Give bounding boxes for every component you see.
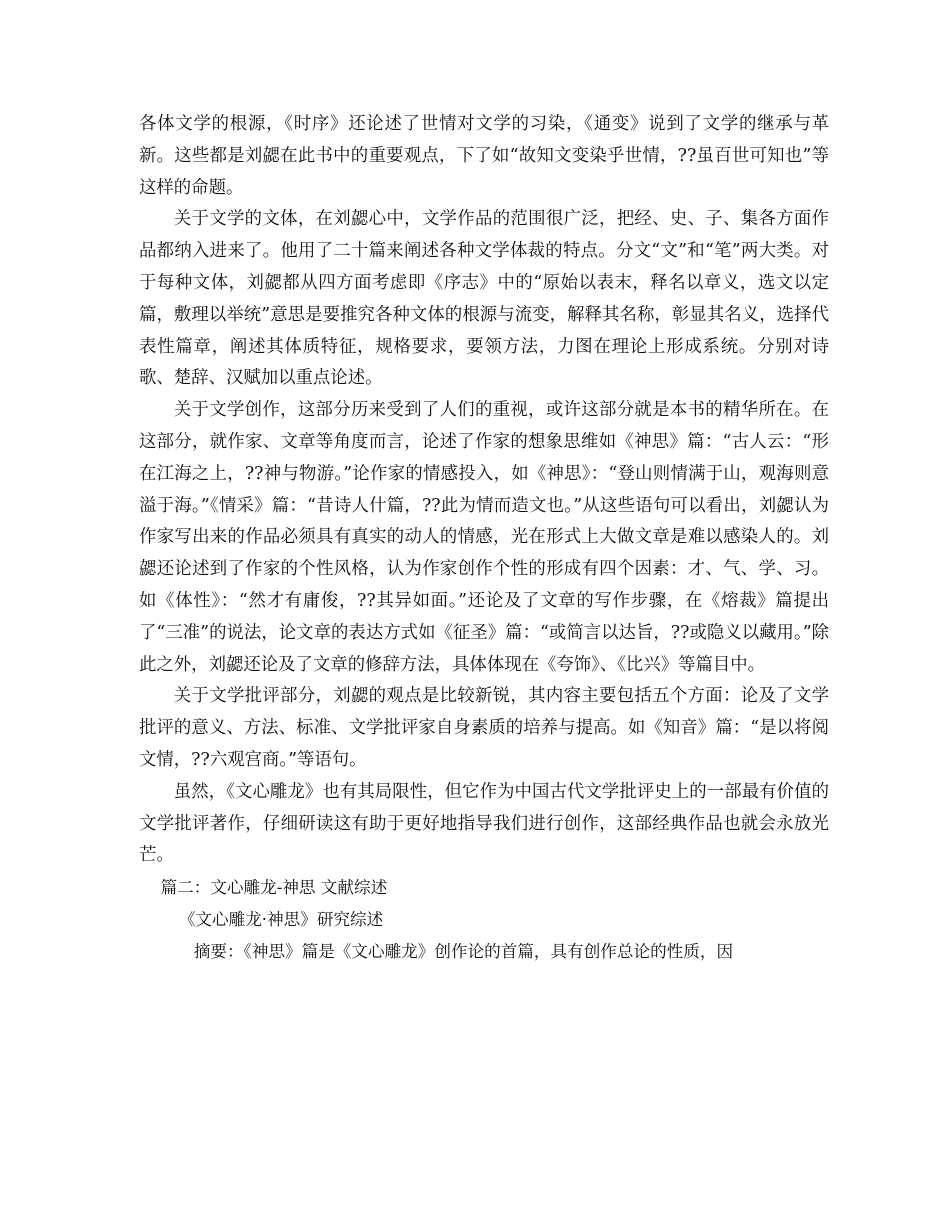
paragraph-2: 关于文学的文体，在刘勰心中，文学作品的范围很广泛，把经、史、子、集各方面作品都纳入进来了。他用了二十篇来阐述各种文学体裁的特点。分文“文”和“笔”两大类。对于每种文体，刘勰都从四方面考虑即《序志》中的“原始以表末，释名以章义，选文以定篇，敷理以举统”意思是要推究各种文体的根源与流变，解释其名称，彰显其名义，选择代表性篇章，阐述其体质特征，规格要求，要领方法，力图在理论上形成系统。分别对诗歌、楚辞、汉赋加以重点论述。 xyxy=(139,209,829,389)
paragraph-3: 关于文学创作，这部分历来受到了人们的重视，或许这部分就是本书的精华所在。在这部分，就作家、文章等角度而言，论述了作家的想象思维如《神思》篇：“古人云：“形在江海之上，??神与物游。”论作家的情感投入，如《神思》：“登山则情满于山，观海则意溢于海。”《情采》篇：“昔诗人什篇，??此为情而造文也。”从这些语句可以看出，刘勰认为作家写出来的作品必须具有真实的动人的情感，光在形式上大做文章是难以感染人的。刘勰还论述到了作家的个性风格，认为作家创作个性的形成有四个因素：才、气、学、习。如《体性》：“然才有庸俊，??其异如面。”还论及了文章的写作步骤，在《熔裁》篇提出了“三准”的说法，论文章的表达方式如《征圣》篇：“或简言以达旨，??或隐义以藏用。”除此之外，刘勰还论及了文章的修辞方法，具体体现在《夸饰》、《比兴》等篇目中。 xyxy=(139,400,829,675)
abstract-line: 摘要：《神思》篇是《文心雕龙》创作论的首篇，具有创作总论的性质，因 xyxy=(193,941,734,961)
paragraph-4: 关于文学批评部分，刘勰的观点是比较新锐，其内容主要包括五个方面：论及了文学批评的意义、方法、标准、文学批评家自身素质的培养与提高。如《知音》篇：“是以将阅文情，??六观宫商。”等语句。 xyxy=(139,686,829,770)
article-subtitle: 《文心雕龙·神思》研究综述 xyxy=(178,909,384,929)
paragraph-5: 虽然，《文心雕龙》也有其局限性，但它作为中国古代文学批评史上的一部最有价值的文学批评著作，仔细研读这有助于更好地指导我们进行创作，这部经典作品也就会永放光芒。 xyxy=(139,781,829,866)
section-heading: 篇二：文心雕龙-神思 文献综述 xyxy=(160,878,388,898)
document-body xyxy=(139,109,829,968)
paragraph-1: 各体文学的根源，《时序》还论述了世情对文学的习染，《通变》说到了文学的继承与革新。这些都是刘勰在此书中的重要观点，下了如“故知文变染乎世情，??虽百世可知也”等这样的命题。 xyxy=(139,114,829,198)
